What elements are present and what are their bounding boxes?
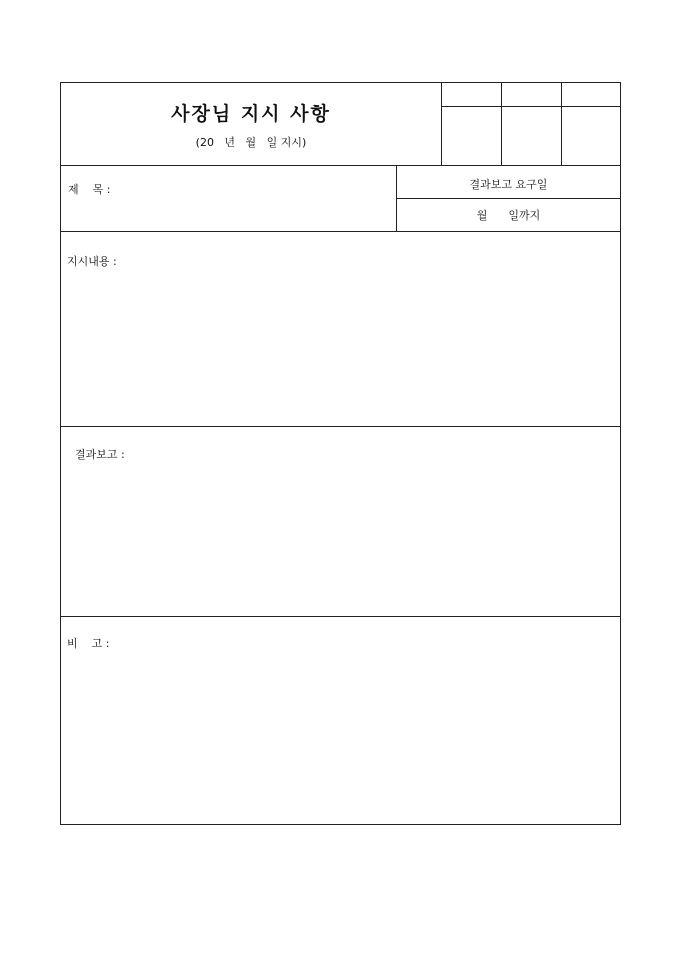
approval-box-left-border	[441, 83, 442, 165]
result-bottom-border	[61, 616, 621, 617]
approval-box-row-divider	[441, 106, 621, 107]
due-date-label: 결과보고 요구일	[469, 178, 548, 191]
page-title: 사장님 지시 사항	[171, 103, 331, 125]
due-date-value: 월 일까지	[476, 209, 541, 222]
instruction-date-line: (20 년 월 일 지시)	[195, 136, 307, 149]
subject-label: 제 목 :	[68, 183, 111, 196]
result-report-label: 결과보고 :	[75, 448, 125, 461]
remarks-label: 비 고 :	[67, 637, 110, 650]
instruction-content-label: 지시내용 :	[67, 255, 117, 268]
due-date-divider	[396, 198, 621, 199]
instruction-bottom-border	[61, 426, 621, 427]
approval-box-divider-2	[561, 83, 562, 165]
subject-bottom-border	[61, 231, 621, 232]
instruction-form	[60, 82, 621, 825]
header-bottom-border	[61, 165, 621, 166]
approval-box-divider-1	[501, 83, 502, 165]
